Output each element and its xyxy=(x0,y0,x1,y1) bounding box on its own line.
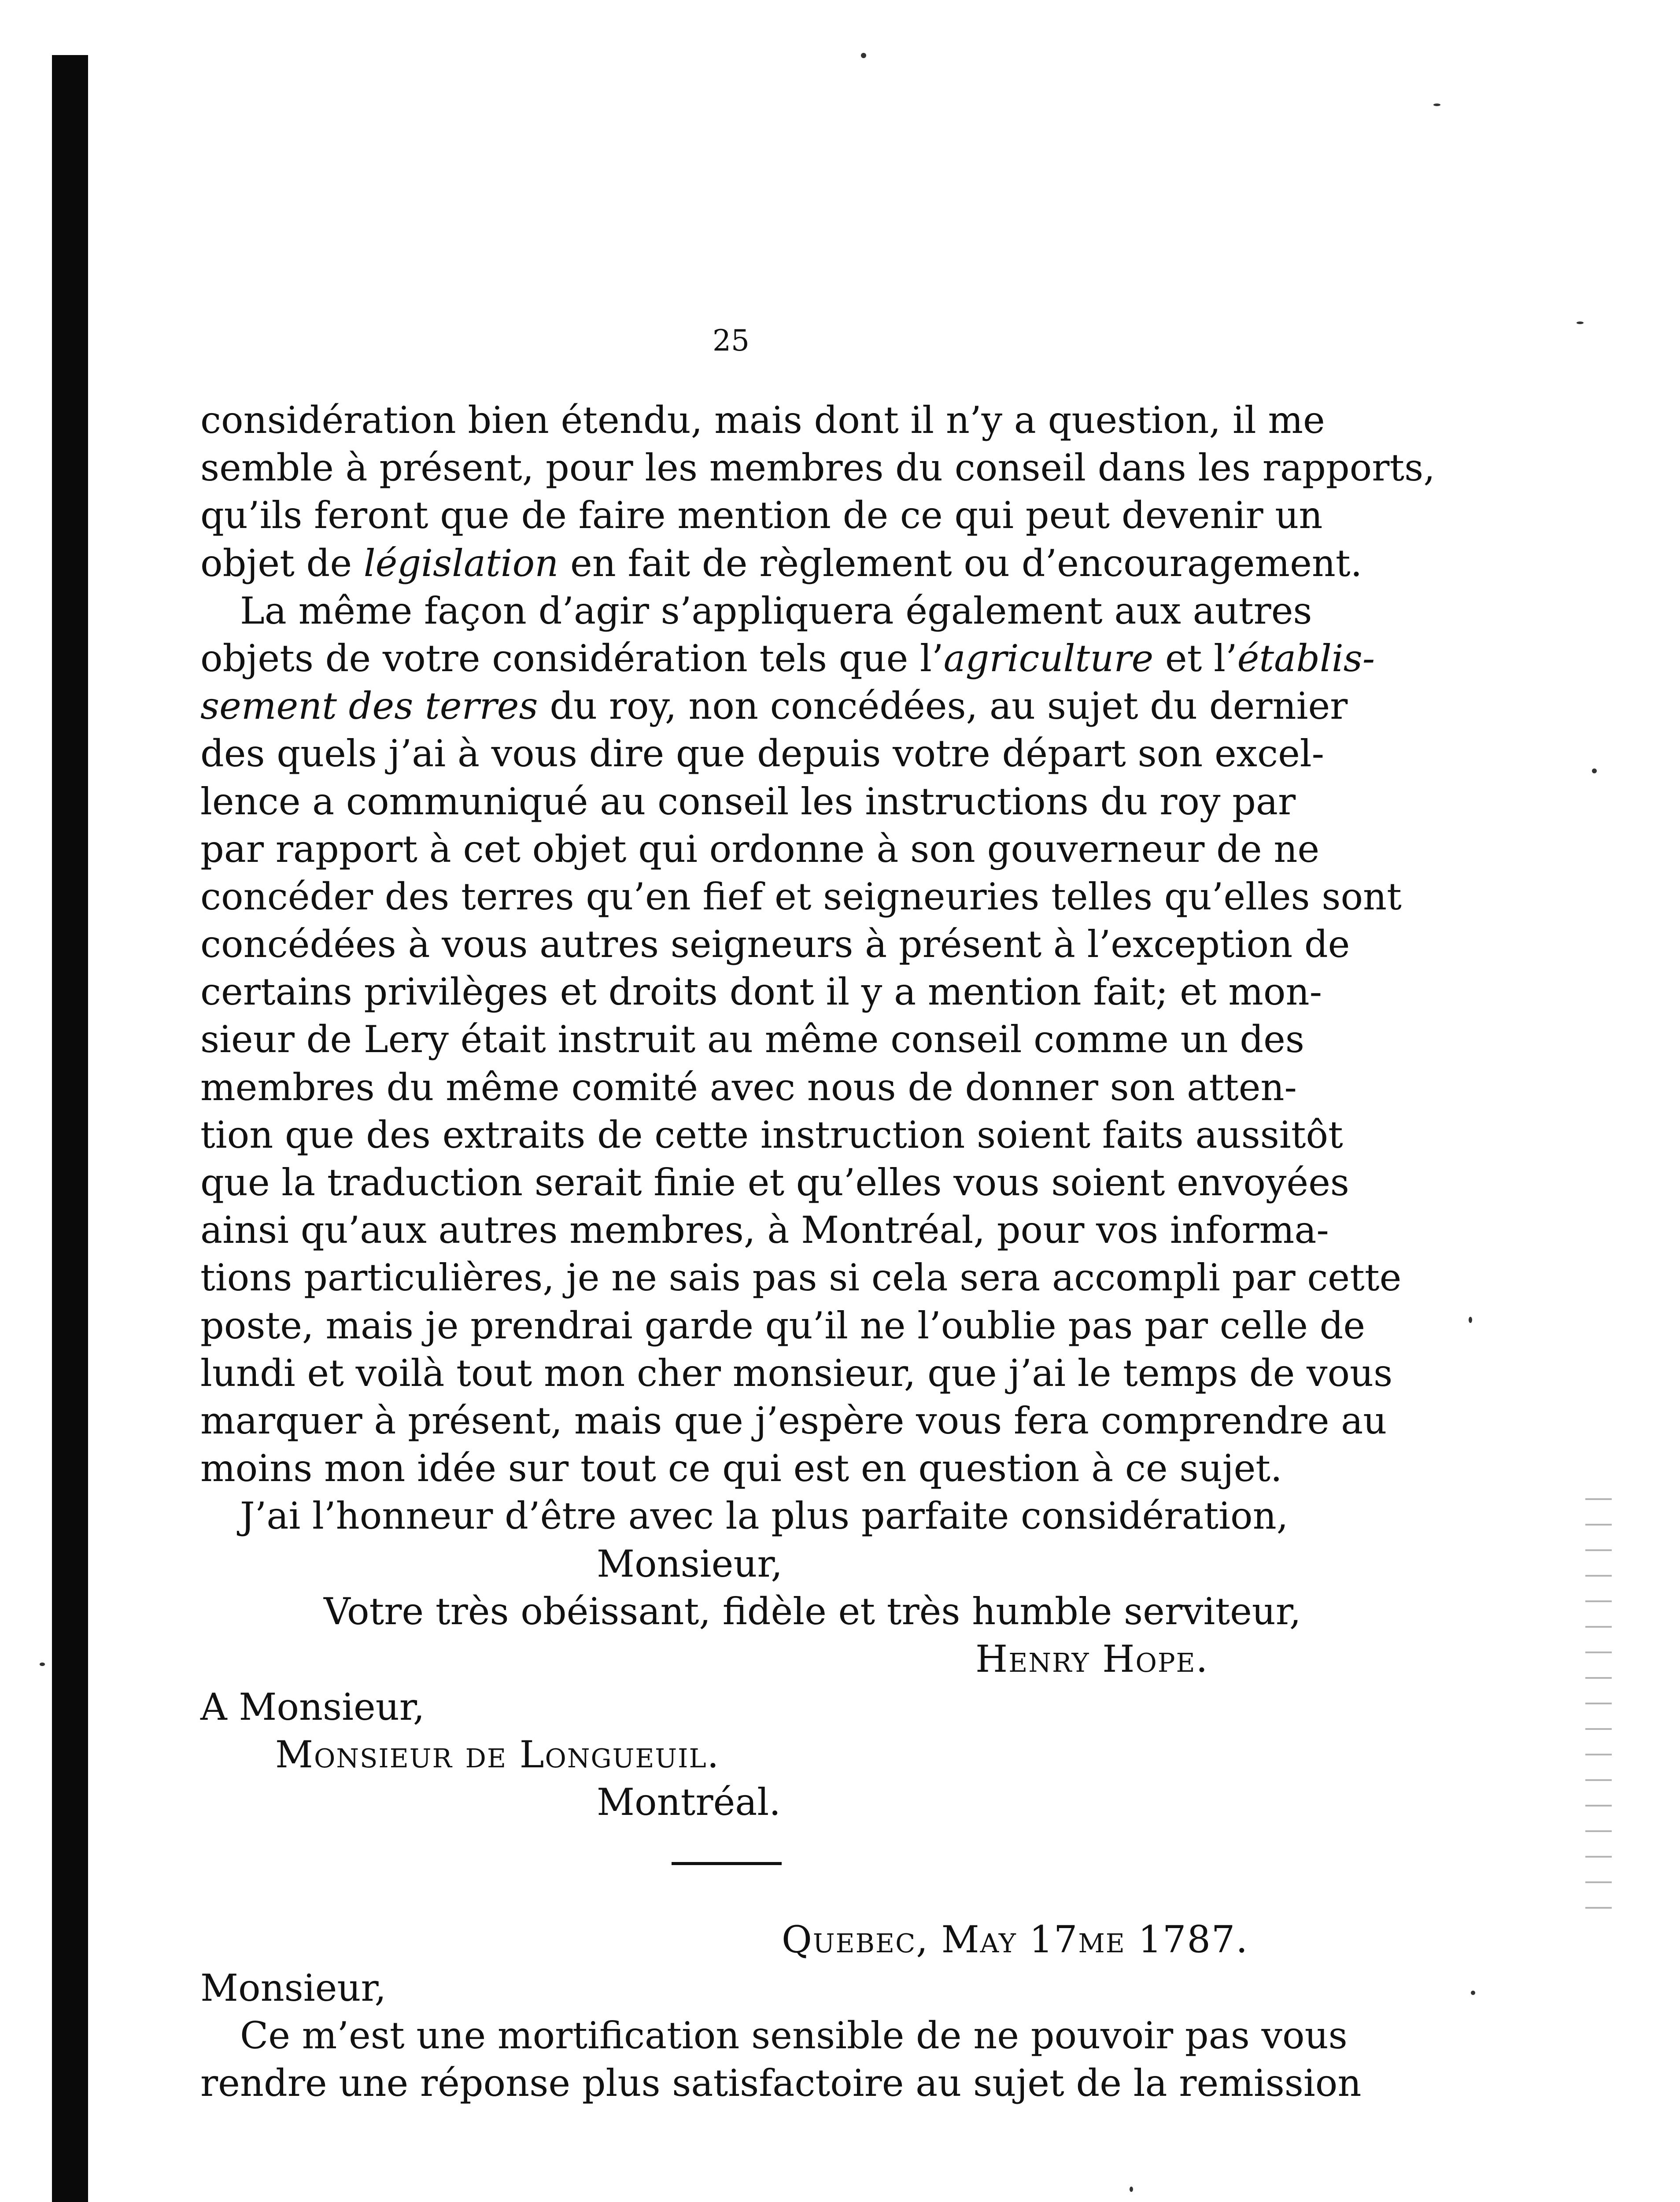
closing-line: J’ai l’honneur d’être avec la plus parfaite considération, xyxy=(240,1494,1289,1537)
scan-speck xyxy=(1433,103,1440,106)
text-line: lence a communiqué au conseil les instructions du roy par xyxy=(200,780,1296,823)
page-number: 25 xyxy=(713,324,750,358)
text-line: concéder des terres qu’en fief et seigneuries telles qu’elles sont xyxy=(200,875,1402,918)
salutation-monsieur: Monsieur, xyxy=(597,1542,783,1585)
italic-term: législation xyxy=(363,541,559,585)
salutation: Monsieur, xyxy=(200,1966,387,2010)
text-line: semble à présent, pour les membres du conseil dans les rapports, xyxy=(200,446,1435,490)
text-line: poste, mais je prendrai garde qu’il ne l’oublie pas par celle de xyxy=(200,1304,1366,1347)
italic-term: sement des terres xyxy=(200,684,538,728)
text-line: tions particulières, je ne sais pas si cela sera accompli par cette xyxy=(200,1256,1402,1300)
scan-speck xyxy=(1592,768,1597,773)
section-divider xyxy=(672,1862,782,1865)
dateline: Quebec, May 17me 1787. xyxy=(782,1918,1249,1961)
text-line: objet de législation en fait de règlement ou d’encouragement. xyxy=(200,541,1362,585)
scan-speck xyxy=(861,53,866,58)
scan-speck xyxy=(1469,1317,1472,1323)
text-line: certains privilèges et droits dont il y a mention fait; et mon- xyxy=(200,970,1322,1014)
text-line: moins mon idée sur tout ce qui est en question à ce sujet. xyxy=(200,1447,1282,1490)
address-city: Montréal. xyxy=(597,1781,781,1824)
text-line: tion que des extraits de cette instruction soient faits aussitôt xyxy=(200,1113,1343,1156)
text-line: que la traduction serait finie et qu’elles vous soient envoyées xyxy=(200,1161,1349,1204)
text-line: des quels j’ai à vous dire que depuis votre départ son excel- xyxy=(200,732,1325,776)
text-line: sement des terres du roy, non concédées, au sujet du dernier xyxy=(200,684,1348,728)
italic-term: établis- xyxy=(1237,636,1375,680)
letter-body xyxy=(200,396,1435,1492)
text-line: considération bien étendu, mais dont il n’y a question, il me xyxy=(200,399,1325,442)
text-line: concédées à vous autres seigneurs à présent à l’exception de xyxy=(200,923,1350,966)
text-line: lundi et voilà tout mon cher monsieur, que j’ai le temps de vous xyxy=(200,1351,1393,1395)
addressee-name: Monsieur de Longueuil. xyxy=(275,1733,720,1776)
scan-edge-marks xyxy=(1585,1489,1612,1929)
valediction: Votre très obéissant, fidèle et très humble serviteur, xyxy=(324,1590,1301,1633)
binding-edge xyxy=(52,55,88,2202)
address-line: A Monsieur, xyxy=(200,1685,425,1729)
text-line: marquer à présent, mais que j’espère vous fera comprendre au xyxy=(200,1399,1387,1442)
scan-speck xyxy=(1130,2187,1133,2192)
scan-speck xyxy=(1471,1991,1475,1995)
text-line: objets de votre considération tels que l’agriculture et l’établis- xyxy=(200,636,1375,680)
text-line: sieur de Lery était instruit au même conseil comme un des xyxy=(200,1018,1304,1061)
italic-term: agriculture xyxy=(943,636,1154,680)
text-line: rendre une réponse plus satisfactoire au sujet de la remission xyxy=(200,2062,1362,2105)
text-line: La même façon d’agir s’appliquera également aux autres xyxy=(240,589,1312,632)
scan-speck xyxy=(40,1663,45,1666)
signature: Henry Hope. xyxy=(975,1637,1209,1681)
text-line: ainsi qu’aux autres membres, à Montréal, pour vos informa- xyxy=(200,1208,1329,1252)
text-line: Ce m’est une mortification sensible de ne pouvoir pas vous xyxy=(240,2014,1348,2057)
text-line: qu’ils feront que de faire mention de ce qui peut devenir un xyxy=(200,494,1323,537)
text-line: membres du même comité avec nous de donner son atten- xyxy=(200,1065,1297,1109)
text-line: par rapport à cet objet qui ordonne à son gouverneur de ne xyxy=(200,827,1320,871)
scan-speck xyxy=(1577,321,1584,324)
